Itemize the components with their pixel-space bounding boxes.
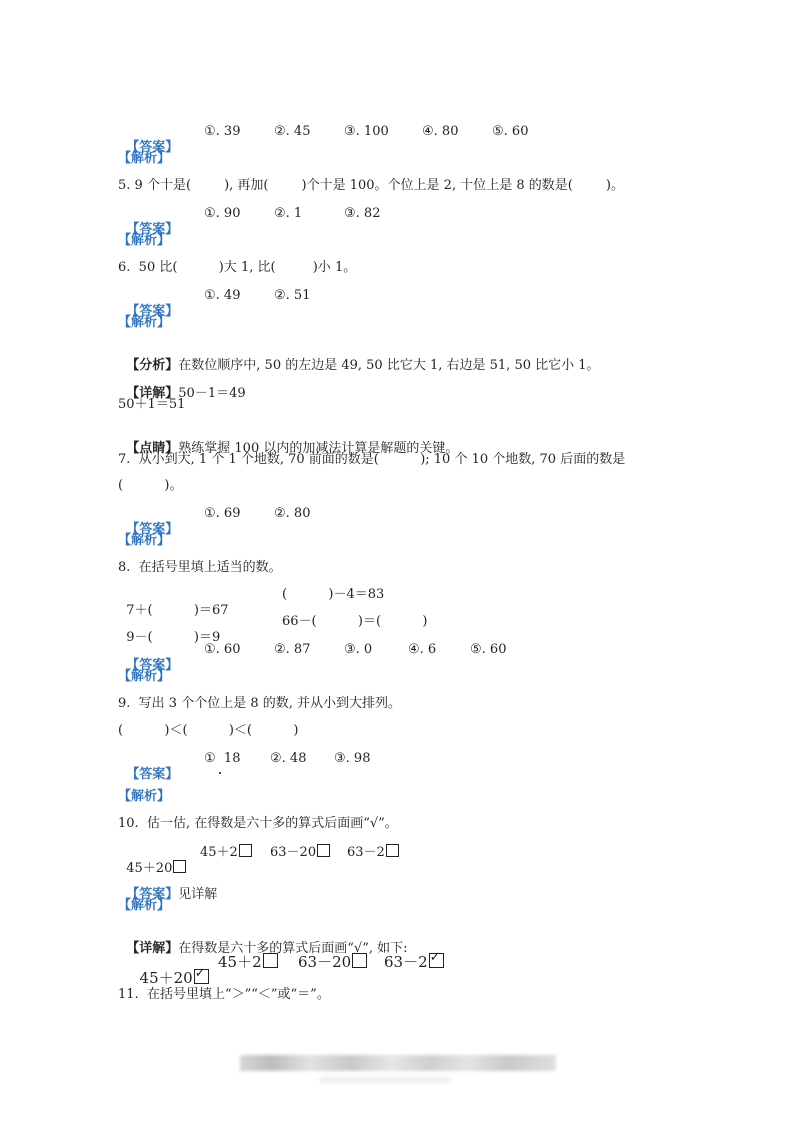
check-icon: ✓ — [429, 950, 441, 965]
answer-text: 见详解 — [178, 887, 218, 902]
checked-box — [429, 950, 444, 968]
q9-line: ( )＜( )＜( ) — [118, 723, 299, 738]
answer-opt: ④. 6 — [408, 642, 437, 657]
stray-dot — [219, 772, 221, 774]
question-5: 5. 9 个十是( ), 再加( )个十是 100。个位上是 2, 十位上是 8 的数是( )。 — [118, 178, 624, 193]
answer-opt: ②. 87 — [274, 642, 311, 657]
question-6: 6. 50 比( )大 1, 比( )小 1。 — [118, 260, 357, 275]
answer-opt: ①. 49 — [204, 288, 241, 303]
blurred-footer-sub — [320, 1077, 450, 1083]
answer-opt: ③. 0 — [344, 642, 373, 657]
dianjing-label: 【点睛】 — [126, 441, 179, 456]
fenxi-label: 【分析】 — [126, 358, 179, 373]
answer-opt: ①. 39 — [204, 124, 241, 139]
answer-label: 【答案】 — [126, 658, 179, 673]
q8-expr: 7＋( )＝67 — [126, 603, 229, 618]
answer-opt: ②. 80 — [274, 506, 311, 521]
question-8: 8. 在括号里填上适当的数。 — [118, 560, 282, 575]
answer-label: 【答案】 — [126, 522, 179, 537]
detail-text: 在得数是六十多的算式后面画“√”, 如下: — [178, 941, 408, 956]
q8-expr: 66－( )＝( ) — [282, 614, 428, 629]
answer-opt: ① 18 — [204, 751, 241, 766]
checked-box — [194, 966, 209, 984]
answer-opt: ③. 82 — [344, 206, 381, 221]
q10-expr: 63－20 — [270, 845, 317, 860]
analysis-label: 【解析】 — [118, 533, 171, 548]
analysis-label: 【解析】 — [118, 151, 171, 166]
q10-detail-expr: 63－2 — [384, 953, 428, 971]
question-9: 9. 写出 3 个个位上是 8 的数, 并从小到大排列。 — [118, 696, 402, 711]
answer-opt: ④. 80 — [422, 124, 459, 139]
answer-opt: ③. 98 — [334, 751, 371, 766]
blurred-footer — [240, 1055, 556, 1071]
q10-expr: 45＋2 — [200, 845, 238, 860]
q10-expr: 63－2 — [347, 845, 385, 860]
answer-opt: ③. 100 — [344, 124, 389, 139]
answer-label: 【答案】 — [126, 887, 179, 902]
answer-opt: ①. 90 — [204, 206, 241, 221]
analysis-label: 【解析】 — [118, 669, 171, 684]
analysis-label: 【解析】 — [118, 233, 171, 248]
answer-label: 【答案】 — [126, 222, 179, 237]
empty-box — [263, 953, 278, 968]
answer-box — [239, 844, 252, 857]
answer-opt: ①. 69 — [204, 506, 241, 521]
analysis-label: 【解析】 — [118, 898, 171, 913]
q10-expr: 45＋20 — [126, 861, 173, 876]
question-11: 11. 在括号里填上“＞”“＜”或“＝”。 — [118, 987, 330, 1002]
detail-label: 【详解】 — [126, 941, 179, 956]
answer-opt: ⑤. 60 — [492, 124, 529, 139]
question-10: 10. 估一估, 在得数是六十多的算式后面画“√”。 — [118, 816, 398, 831]
q8-expr: ( )－4＝83 — [282, 587, 385, 602]
detail-label: 【详解】 — [126, 386, 179, 401]
answer-opt: ②. 1 — [274, 206, 303, 221]
dianjing-text: 熟练掌握 100 以内的加减法计算是解题的关键。 — [178, 441, 459, 456]
detail-text: 50－1＝49 — [178, 386, 246, 401]
analysis-label: 【解析】 — [118, 789, 171, 804]
q10-detail-expr: 63－20 — [298, 953, 352, 971]
question-7: 7. 从小到大, 1 个 1 个地数, 70 前面的数是( ); 10 个 10 个地数, 70 后面的数是 — [118, 452, 626, 467]
answer-opt: ⑤. 60 — [470, 642, 507, 657]
answer-opt: ①. 60 — [204, 642, 241, 657]
detail-line-2: 50＋1＝51 — [118, 397, 186, 412]
q10-detail-expr: 45＋2 — [218, 953, 262, 971]
answer-box — [317, 844, 330, 857]
answer-opt: ②. 45 — [274, 124, 311, 139]
q8-expr: 9－( )＝9 — [126, 630, 221, 645]
answer-opt: ②. 51 — [274, 288, 311, 303]
answer-label: 【答案】 — [126, 140, 179, 155]
analysis-label: 【解析】 — [118, 315, 171, 330]
answer-opt: ②. 48 — [270, 751, 307, 766]
empty-box — [352, 953, 367, 968]
answer-label: 【答案】 — [126, 767, 179, 782]
question-7-cont: ( )。 — [118, 478, 183, 493]
q10-detail-expr: 45＋20 — [139, 969, 193, 987]
check-icon: ✓ — [194, 966, 206, 981]
fenxi-text: 在数位顺序中, 50 的左边是 49, 50 比它大 1, 右边是 51, 50 比它小 1。 — [178, 358, 600, 373]
answer-box — [386, 844, 399, 857]
answer-label: 【答案】 — [126, 304, 179, 319]
